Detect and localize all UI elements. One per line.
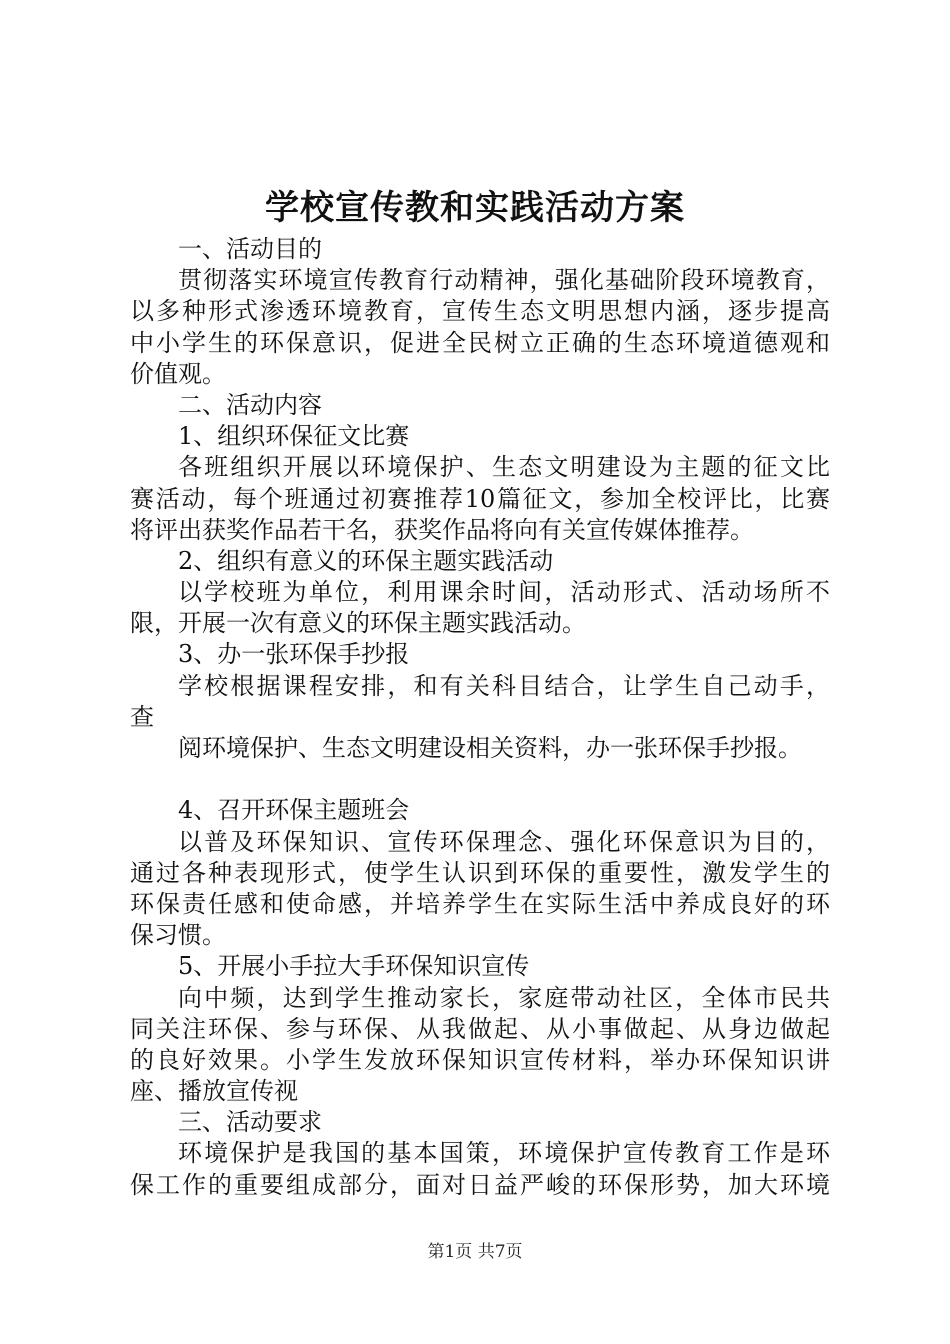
paragraph-line: 通过各种表现形式，使学生认识到环保的重要性，激发学生的	[130, 858, 830, 887]
paragraph-line: 查	[130, 702, 154, 731]
paragraph-line: 阅环境保护、生态文明建设相关资料，办一张环保手抄报。	[178, 734, 802, 762]
paragraph-line: 的良好效果。小学生发放环保知识宣传材料，举办环保知识讲	[130, 1045, 830, 1074]
paragraph-line: 价值观。	[130, 359, 226, 388]
document-title: 学校宣传教和实践活动方案	[265, 188, 685, 228]
paragraph-line: 三、活动要求	[178, 1108, 322, 1137]
page-footer: 第1页 共7页	[427, 1242, 523, 1262]
paragraph-line: 以普及环保知识、宣传环保理念、强化环保意识为目的，	[178, 827, 830, 856]
paragraph-line: 座、播放宣传视	[130, 1077, 298, 1106]
paragraph-line: 环境保护是我国的基本国策，环境保护宣传教育工作是环	[178, 1139, 830, 1168]
paragraph-line: 向中频，达到学生推动家长，家庭带动社区，全体市民共	[178, 983, 830, 1012]
paragraph-line: 2、组织有意义的环保主题实践活动	[178, 546, 554, 575]
paragraph-line: 5、开展小手拉大手环保知识宣传	[178, 952, 530, 981]
paragraph-line: 一、活动目的	[178, 235, 322, 263]
paragraph-line	[130, 764, 830, 795]
paragraph-line: 将评出获奖作品若干名，获奖作品将向有关宣传媒体推荐。	[130, 515, 754, 544]
paragraph-line: 二、活动内容	[178, 390, 322, 419]
paragraph-line: 4、召开环保主题班会	[178, 796, 410, 825]
paragraph-line: 1、组织环保征文比赛	[178, 422, 410, 451]
paragraph-line: 3、办一张环保手抄报	[178, 640, 410, 669]
paragraph-line: 保工作的重要组成部分，面对日益严峻的环保形势，加大环境	[130, 1170, 830, 1199]
paragraph-line: 环保责任感和使命感，并培养学生在实际生活中养成良好的环	[130, 889, 830, 918]
paragraph-line: 以学校班为单位，利用课余时间，活动形式、活动场所不	[178, 578, 830, 607]
paragraph-line: 限，开展一次有意义的环保主题实践活动。	[130, 609, 586, 638]
document-body	[130, 234, 830, 1201]
paragraph-line: 贯彻落实环境宣传教育行动精神，强化基础阶段环境教育，	[178, 266, 830, 295]
paragraph-line: 以多种形式渗透环境教育，宣传生态文明思想内涵，逐步提高	[130, 297, 830, 326]
paragraph-line: 学校根据课程安排，和有关科目结合，让学生自己动手，	[178, 671, 830, 700]
paragraph-line: 保习惯。	[130, 921, 226, 950]
paragraph-line: 中小学生的环保意识，促进全民树立正确的生态环境道德观和	[130, 328, 830, 357]
paragraph-line: 赛活动，每个班通过初赛推荐10篇征文，参加全校评比，比赛	[130, 484, 830, 513]
paragraph-line: 同关注环保、参与环保、从我做起、从小事做起、从身边做起	[130, 1014, 830, 1043]
paragraph-line: 各班组织开展以环境保护、生态文明建设为主题的征文比	[178, 453, 830, 482]
